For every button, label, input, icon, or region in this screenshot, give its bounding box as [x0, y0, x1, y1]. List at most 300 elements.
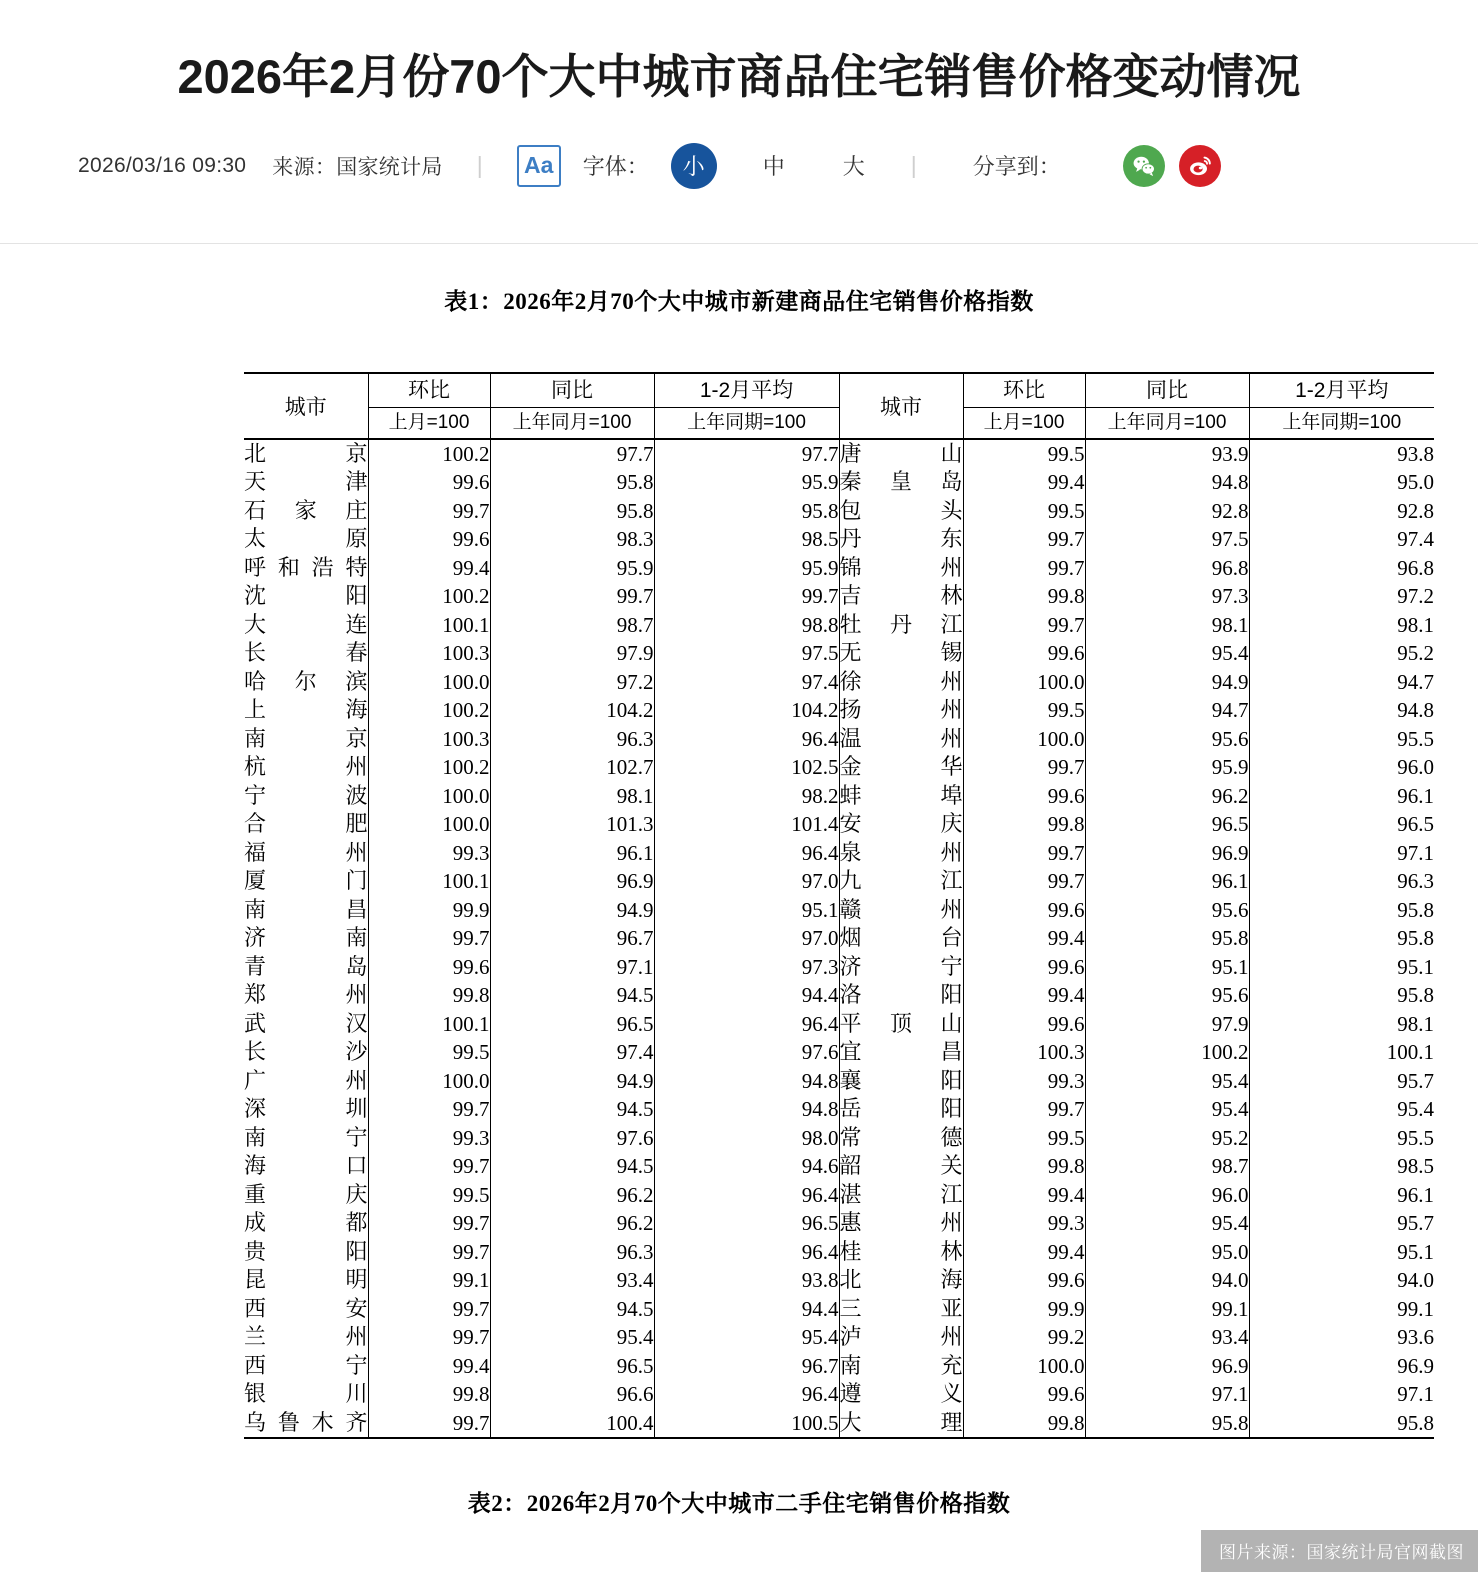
cell-yoy-left: 96.2 [490, 1181, 654, 1210]
cell-mom-right: 99.6 [963, 782, 1085, 811]
cell-avg-left: 94.8 [654, 1095, 839, 1124]
cell-yoy-left: 96.9 [490, 867, 654, 896]
cell-city-right: 锦州 [839, 554, 963, 583]
cell-avg-left: 98.0 [654, 1124, 839, 1153]
table-row [244, 753, 1434, 782]
cell-mom-left: 99.7 [368, 1209, 490, 1238]
cell-mom-left: 100.2 [368, 696, 490, 725]
cell-city-left: 银川 [244, 1381, 368, 1407]
cell-city-left: 呼和浩特 [244, 554, 368, 580]
font-size-small-button[interactable]: 小 [671, 143, 717, 189]
cell-mom-left: 100.0 [368, 810, 490, 839]
cell-city-right: 赣州 [839, 896, 963, 925]
divider-2: | [910, 152, 917, 179]
cell-yoy-left: 97.6 [490, 1124, 654, 1153]
cell-mom-left: 99.7 [368, 1295, 490, 1324]
cell-city-right: 常德 [839, 1124, 963, 1153]
cell-mom-left: 99.7 [368, 1409, 490, 1439]
cell-city-right: 蚌埠 [839, 782, 963, 811]
cell-mom-left: 99.4 [368, 1352, 490, 1381]
cell-mom-left: 99.3 [368, 839, 490, 868]
cell-mom-right: 99.2 [963, 1323, 1085, 1352]
source-label: 来源：国家统计局 [272, 155, 443, 179]
cell-avg-right: 95.0 [1249, 468, 1434, 497]
cell-yoy-right: 97.3 [1085, 582, 1249, 611]
cell-avg-right: 95.5 [1249, 1124, 1434, 1153]
cell-mom-left: 100.0 [368, 668, 490, 697]
cell-avg-right: 95.4 [1249, 1095, 1434, 1124]
cell-avg-left: 98.2 [654, 782, 839, 811]
table-row [244, 1295, 1434, 1324]
cell-yoy-right: 95.6 [1085, 981, 1249, 1010]
cell-avg-right: 96.0 [1249, 753, 1434, 782]
cell-yoy-right: 94.0 [1085, 1266, 1249, 1295]
cell-yoy-right: 95.8 [1085, 924, 1249, 953]
cell-mom-left: 99.5 [368, 1181, 490, 1210]
cell-avg-right: 95.5 [1249, 725, 1434, 754]
cell-city-left: 宁波 [244, 782, 368, 808]
cell-city-left: 深圳 [244, 1096, 368, 1122]
cell-avg-left: 95.1 [654, 896, 839, 925]
cell-mom-right: 99.6 [963, 1380, 1085, 1409]
cell-avg-left: 97.6 [654, 1038, 839, 1067]
table-row [244, 639, 1434, 668]
cell-city-right: 温州 [839, 725, 963, 754]
cell-yoy-right: 100.2 [1085, 1038, 1249, 1067]
cell-yoy-left: 94.5 [490, 1095, 654, 1124]
table1-wrapper [244, 372, 1434, 1440]
cell-avg-right: 95.8 [1249, 896, 1434, 925]
table-row [244, 867, 1434, 896]
table2-caption: 表2：2026年2月70个大中城市二手住宅销售价格指数 [467, 1491, 1011, 1517]
cell-yoy-right: 94.7 [1085, 696, 1249, 725]
cell-city-right: 包头 [839, 497, 963, 526]
table-row [244, 953, 1434, 982]
cell-avg-right: 97.4 [1249, 525, 1434, 554]
cell-yoy-left: 94.9 [490, 896, 654, 925]
th-yoy-right: 同比 [1085, 373, 1249, 408]
cell-avg-left: 97.7 [654, 439, 839, 469]
cell-mom-left: 99.6 [368, 953, 490, 982]
table-row [244, 1380, 1434, 1409]
cell-mom-left: 99.7 [368, 1323, 490, 1352]
cell-yoy-right: 98.1 [1085, 611, 1249, 640]
cell-yoy-right: 95.4 [1085, 1209, 1249, 1238]
cell-mom-left: 100.1 [368, 1010, 490, 1039]
cell-avg-left: 96.4 [654, 839, 839, 868]
cell-avg-left: 98.8 [654, 611, 839, 640]
cell-avg-left: 100.5 [654, 1409, 839, 1439]
cell-avg-right: 98.1 [1249, 1010, 1434, 1039]
article-meta-toolbar [78, 107, 1400, 195]
cell-city-right: 金华 [839, 753, 963, 782]
cell-city-right: 湛江 [839, 1181, 963, 1210]
cell-yoy-right: 96.2 [1085, 782, 1249, 811]
cell-avg-left: 95.8 [654, 497, 839, 526]
cell-city-right: 襄阳 [839, 1067, 963, 1096]
table-row [244, 1038, 1434, 1067]
cell-avg-left: 97.0 [654, 924, 839, 953]
cell-avg-right: 94.0 [1249, 1266, 1434, 1295]
cell-avg-left: 98.5 [654, 525, 839, 554]
cell-avg-left: 97.5 [654, 639, 839, 668]
th-city-right: 城市 [839, 373, 963, 439]
cell-yoy-left: 95.8 [490, 497, 654, 526]
cell-mom-left: 99.7 [368, 924, 490, 953]
cell-city-right: 遵义 [839, 1380, 963, 1409]
cell-yoy-right: 96.9 [1085, 839, 1249, 868]
weibo-share-icon[interactable] [1179, 145, 1221, 187]
header-divider [0, 243, 1478, 244]
new-home-price-index-table [244, 372, 1434, 1440]
cell-yoy-right: 93.9 [1085, 439, 1249, 469]
cell-city-left: 福州 [244, 839, 368, 865]
cell-avg-left: 102.5 [654, 753, 839, 782]
cell-avg-left: 95.9 [654, 554, 839, 583]
cell-yoy-left: 97.7 [490, 439, 654, 469]
cell-mom-left: 99.6 [368, 468, 490, 497]
cell-mom-right: 99.7 [963, 753, 1085, 782]
th-mom-left: 环比 [368, 373, 490, 408]
cell-yoy-right: 95.1 [1085, 953, 1249, 982]
cell-mom-left: 99.7 [368, 1238, 490, 1267]
cell-yoy-right: 96.9 [1085, 1352, 1249, 1381]
cell-yoy-right: 95.9 [1085, 753, 1249, 782]
table-row [244, 810, 1434, 839]
cell-avg-right: 95.7 [1249, 1067, 1434, 1096]
cell-mom-left: 99.9 [368, 896, 490, 925]
cell-city-left: 郑州 [244, 982, 368, 1008]
cell-mom-right: 99.7 [963, 611, 1085, 640]
cell-yoy-right: 93.4 [1085, 1323, 1249, 1352]
cell-avg-right: 99.1 [1249, 1295, 1434, 1324]
cell-avg-right: 93.6 [1249, 1323, 1434, 1352]
cell-yoy-left: 95.9 [490, 554, 654, 583]
cell-mom-right: 99.3 [963, 1067, 1085, 1096]
cell-mom-right: 99.8 [963, 810, 1085, 839]
cell-city-right: 南充 [839, 1352, 963, 1381]
th-avg-right: 1-2月平均 [1249, 373, 1434, 408]
cell-city-left: 杭州 [244, 754, 368, 780]
cell-city-left: 青岛 [244, 953, 368, 979]
table-row [244, 981, 1434, 1010]
cell-city-left: 成都 [244, 1210, 368, 1236]
cell-yoy-left: 96.2 [490, 1209, 654, 1238]
font-size-label: 字体： [582, 154, 649, 180]
th-avg-base-right: 上年同期=100 [1249, 407, 1434, 439]
cell-avg-right: 95.7 [1249, 1209, 1434, 1238]
table-row [244, 468, 1434, 497]
cell-city-right: 洛阳 [839, 981, 963, 1010]
cell-city-left: 南昌 [244, 896, 368, 922]
table-row [244, 782, 1434, 811]
cell-mom-right: 99.7 [963, 867, 1085, 896]
cell-mom-left: 100.3 [368, 725, 490, 754]
cell-avg-left: 97.0 [654, 867, 839, 896]
cell-mom-left: 99.5 [368, 1038, 490, 1067]
cell-city-right: 三亚 [839, 1295, 963, 1324]
th-yoy-left: 同比 [490, 373, 654, 408]
cell-mom-right: 99.5 [963, 1124, 1085, 1153]
table-row [244, 1323, 1434, 1352]
cell-avg-right: 98.1 [1249, 611, 1434, 640]
cell-yoy-right: 95.2 [1085, 1124, 1249, 1153]
cell-mom-right: 99.8 [963, 1152, 1085, 1181]
cell-city-right: 惠州 [839, 1209, 963, 1238]
cell-yoy-right: 95.0 [1085, 1238, 1249, 1267]
cell-avg-left: 93.8 [654, 1266, 839, 1295]
cell-mom-right: 99.4 [963, 1238, 1085, 1267]
table-row [244, 1095, 1434, 1124]
cell-avg-left: 96.4 [654, 1010, 839, 1039]
cell-city-right: 岳阳 [839, 1095, 963, 1124]
table-row [244, 525, 1434, 554]
cell-avg-left: 96.4 [654, 1238, 839, 1267]
cell-avg-right: 98.5 [1249, 1152, 1434, 1181]
cell-avg-right: 97.2 [1249, 582, 1434, 611]
table-row [244, 1409, 1434, 1439]
table-row [244, 582, 1434, 611]
cell-mom-right: 100.0 [963, 1352, 1085, 1381]
cell-avg-right: 100.1 [1249, 1038, 1434, 1067]
cell-city-right: 大理 [839, 1409, 963, 1439]
cell-avg-left: 99.7 [654, 582, 839, 611]
cell-yoy-left: 96.3 [490, 1238, 654, 1267]
cell-mom-left: 99.4 [368, 554, 490, 583]
cell-yoy-right: 96.0 [1085, 1181, 1249, 1210]
share-label: 分享到： [972, 154, 1061, 180]
cell-mom-right: 99.4 [963, 924, 1085, 953]
cell-avg-right: 94.8 [1249, 696, 1434, 725]
cell-avg-left: 96.4 [654, 725, 839, 754]
cell-mom-left: 99.8 [368, 1380, 490, 1409]
font-size-large-button[interactable]: 大 [842, 154, 865, 180]
cell-mom-left: 99.7 [368, 1095, 490, 1124]
cell-mom-right: 99.7 [963, 554, 1085, 583]
table-row [244, 439, 1434, 469]
cell-yoy-left: 98.7 [490, 611, 654, 640]
table-row [244, 696, 1434, 725]
cell-mom-right: 99.3 [963, 1209, 1085, 1238]
cell-city-left: 长春 [244, 640, 368, 666]
cell-yoy-right: 94.8 [1085, 468, 1249, 497]
cell-city-left: 广州 [244, 1067, 368, 1093]
cell-avg-left: 97.3 [654, 953, 839, 982]
font-size-aa-button[interactable]: Aa [517, 145, 561, 187]
cell-city-right: 无锡 [839, 639, 963, 668]
cell-yoy-right: 95.8 [1085, 1409, 1249, 1439]
cell-yoy-left: 94.5 [490, 1295, 654, 1324]
cell-mom-right: 100.0 [963, 725, 1085, 754]
cell-city-left: 重庆 [244, 1181, 368, 1207]
cell-yoy-left: 94.5 [490, 981, 654, 1010]
cell-avg-left: 95.4 [654, 1323, 839, 1352]
divider-1: | [476, 152, 483, 179]
cell-city-left: 武汉 [244, 1010, 368, 1036]
table1-body [244, 439, 1434, 1439]
cell-city-left: 乌鲁木齐 [244, 1409, 368, 1439]
cell-city-right: 桂林 [839, 1238, 963, 1267]
cell-yoy-left: 96.5 [490, 1352, 654, 1381]
cell-city-right: 烟台 [839, 924, 963, 953]
cell-yoy-left: 96.5 [490, 1010, 654, 1039]
cell-yoy-left: 97.9 [490, 639, 654, 668]
th-avg-base-left: 上年同期=100 [654, 407, 839, 439]
th-mom-base-left: 上月=100 [368, 407, 490, 439]
cell-avg-right: 95.8 [1249, 924, 1434, 953]
cell-yoy-left: 96.3 [490, 725, 654, 754]
cell-yoy-right: 97.1 [1085, 1380, 1249, 1409]
cell-mom-left: 100.1 [368, 611, 490, 640]
cell-avg-left: 96.4 [654, 1380, 839, 1409]
table-row [244, 668, 1434, 697]
cell-mom-left: 99.7 [368, 497, 490, 526]
cell-yoy-left: 93.4 [490, 1266, 654, 1295]
cell-city-left: 西宁 [244, 1352, 368, 1378]
cell-yoy-left: 96.6 [490, 1380, 654, 1409]
table-row [244, 896, 1434, 925]
cell-city-right: 平顶山 [839, 1010, 963, 1039]
table-row [244, 1352, 1434, 1381]
cell-avg-right: 95.8 [1249, 1409, 1434, 1439]
cell-mom-right: 99.5 [963, 439, 1085, 469]
cell-avg-right: 96.1 [1249, 1181, 1434, 1210]
cell-yoy-right: 97.5 [1085, 525, 1249, 554]
cell-city-right: 吉林 [839, 582, 963, 611]
cell-mom-left: 100.2 [368, 582, 490, 611]
cell-avg-right: 97.1 [1249, 839, 1434, 868]
cell-yoy-right: 96.5 [1085, 810, 1249, 839]
publish-datetime: 2026/03/16 09:30 [78, 153, 247, 177]
cell-yoy-left: 97.4 [490, 1038, 654, 1067]
cell-yoy-right: 92.8 [1085, 497, 1249, 526]
cell-city-left: 兰州 [244, 1324, 368, 1350]
cell-yoy-left: 95.4 [490, 1323, 654, 1352]
cell-city-right: 宜昌 [839, 1038, 963, 1067]
cell-yoy-right: 95.6 [1085, 725, 1249, 754]
cell-yoy-right: 97.9 [1085, 1010, 1249, 1039]
cell-mom-right: 99.7 [963, 839, 1085, 868]
cell-yoy-right: 94.9 [1085, 668, 1249, 697]
cell-yoy-right: 96.1 [1085, 867, 1249, 896]
cell-city-left: 哈尔滨 [244, 668, 368, 694]
cell-mom-left: 99.7 [368, 1152, 490, 1181]
cell-mom-right: 99.5 [963, 696, 1085, 725]
cell-avg-left: 101.4 [654, 810, 839, 839]
table-row [244, 1181, 1434, 1210]
cell-yoy-right: 95.4 [1085, 639, 1249, 668]
cell-mom-left: 99.3 [368, 1124, 490, 1153]
cell-city-right: 丹东 [839, 525, 963, 554]
cell-yoy-left: 95.8 [490, 468, 654, 497]
cell-yoy-left: 104.2 [490, 696, 654, 725]
cell-city-left: 厦门 [244, 868, 368, 894]
table-row [244, 1067, 1434, 1096]
cell-avg-left: 95.9 [654, 468, 839, 497]
cell-mom-right: 99.4 [963, 981, 1085, 1010]
cell-mom-right: 99.6 [963, 1010, 1085, 1039]
cell-mom-right: 99.6 [963, 639, 1085, 668]
cell-yoy-right: 95.6 [1085, 896, 1249, 925]
th-city-left: 城市 [244, 373, 368, 439]
cell-city-left: 太原 [244, 526, 368, 552]
cell-yoy-left: 100.4 [490, 1409, 654, 1439]
cell-city-right: 牡丹江 [839, 611, 963, 640]
cell-city-left: 济南 [244, 925, 368, 951]
cell-yoy-left: 99.7 [490, 582, 654, 611]
wechat-share-icon[interactable] [1123, 145, 1165, 187]
cell-mom-right: 99.6 [963, 896, 1085, 925]
cell-mom-right: 100.3 [963, 1038, 1085, 1067]
cell-mom-right: 99.5 [963, 497, 1085, 526]
cell-city-right: 韶关 [839, 1152, 963, 1181]
page-title: 2026年2月份70个大中城市商品住宅销售价格变动情况 [177, 50, 1301, 103]
cell-mom-right: 99.6 [963, 953, 1085, 982]
table-row [244, 1152, 1434, 1181]
cell-city-left: 西安 [244, 1295, 368, 1321]
table1-head [244, 373, 1434, 439]
cell-avg-left: 94.8 [654, 1067, 839, 1096]
cell-avg-left: 96.5 [654, 1209, 839, 1238]
cell-city-left: 长沙 [244, 1039, 368, 1065]
cell-mom-right: 99.4 [963, 468, 1085, 497]
cell-city-right: 安庆 [839, 810, 963, 839]
cell-avg-right: 97.1 [1249, 1380, 1434, 1409]
cell-yoy-left: 98.3 [490, 525, 654, 554]
th-yoy-base-right: 上年同月=100 [1085, 407, 1249, 439]
cell-mom-right: 99.7 [963, 525, 1085, 554]
cell-mom-left: 100.0 [368, 782, 490, 811]
table-row [244, 725, 1434, 754]
table-row [244, 1266, 1434, 1295]
cell-mom-left: 100.2 [368, 753, 490, 782]
cell-city-right: 唐山 [839, 439, 963, 469]
cell-avg-right: 95.1 [1249, 1238, 1434, 1267]
cell-city-right: 九江 [839, 867, 963, 896]
cell-city-left: 大连 [244, 611, 368, 637]
source-watermark: 图片来源：国家统计局官网截图 [1201, 1530, 1478, 1572]
cell-city-left: 贵阳 [244, 1238, 368, 1264]
cell-city-right: 济宁 [839, 953, 963, 982]
cell-yoy-right: 95.4 [1085, 1067, 1249, 1096]
th-mom-right: 环比 [963, 373, 1085, 408]
cell-city-left: 昆明 [244, 1267, 368, 1293]
cell-city-left: 南京 [244, 725, 368, 751]
cell-city-right: 扬州 [839, 696, 963, 725]
cell-avg-right: 96.1 [1249, 782, 1434, 811]
cell-city-right: 秦皇岛 [839, 468, 963, 497]
cell-mom-left: 99.6 [368, 525, 490, 554]
cell-avg-left: 96.4 [654, 1181, 839, 1210]
cell-mom-left: 100.1 [368, 867, 490, 896]
font-size-medium-button[interactable]: 中 [762, 154, 785, 180]
cell-city-right: 徐州 [839, 668, 963, 697]
cell-yoy-left: 96.1 [490, 839, 654, 868]
cell-mom-right: 99.7 [963, 1095, 1085, 1124]
cell-mom-left: 100.3 [368, 639, 490, 668]
cell-avg-right: 96.8 [1249, 554, 1434, 583]
cell-city-right: 北海 [839, 1266, 963, 1295]
cell-city-left: 沈阳 [244, 583, 368, 609]
th-avg-left: 1-2月平均 [654, 373, 839, 408]
share-icons-group [1123, 145, 1221, 187]
cell-mom-right: 99.8 [963, 1409, 1085, 1439]
cell-mom-right: 100.0 [963, 668, 1085, 697]
cell-mom-right: 99.6 [963, 1266, 1085, 1295]
table-row [244, 1124, 1434, 1153]
cell-avg-right: 95.2 [1249, 639, 1434, 668]
cell-yoy-left: 98.1 [490, 782, 654, 811]
